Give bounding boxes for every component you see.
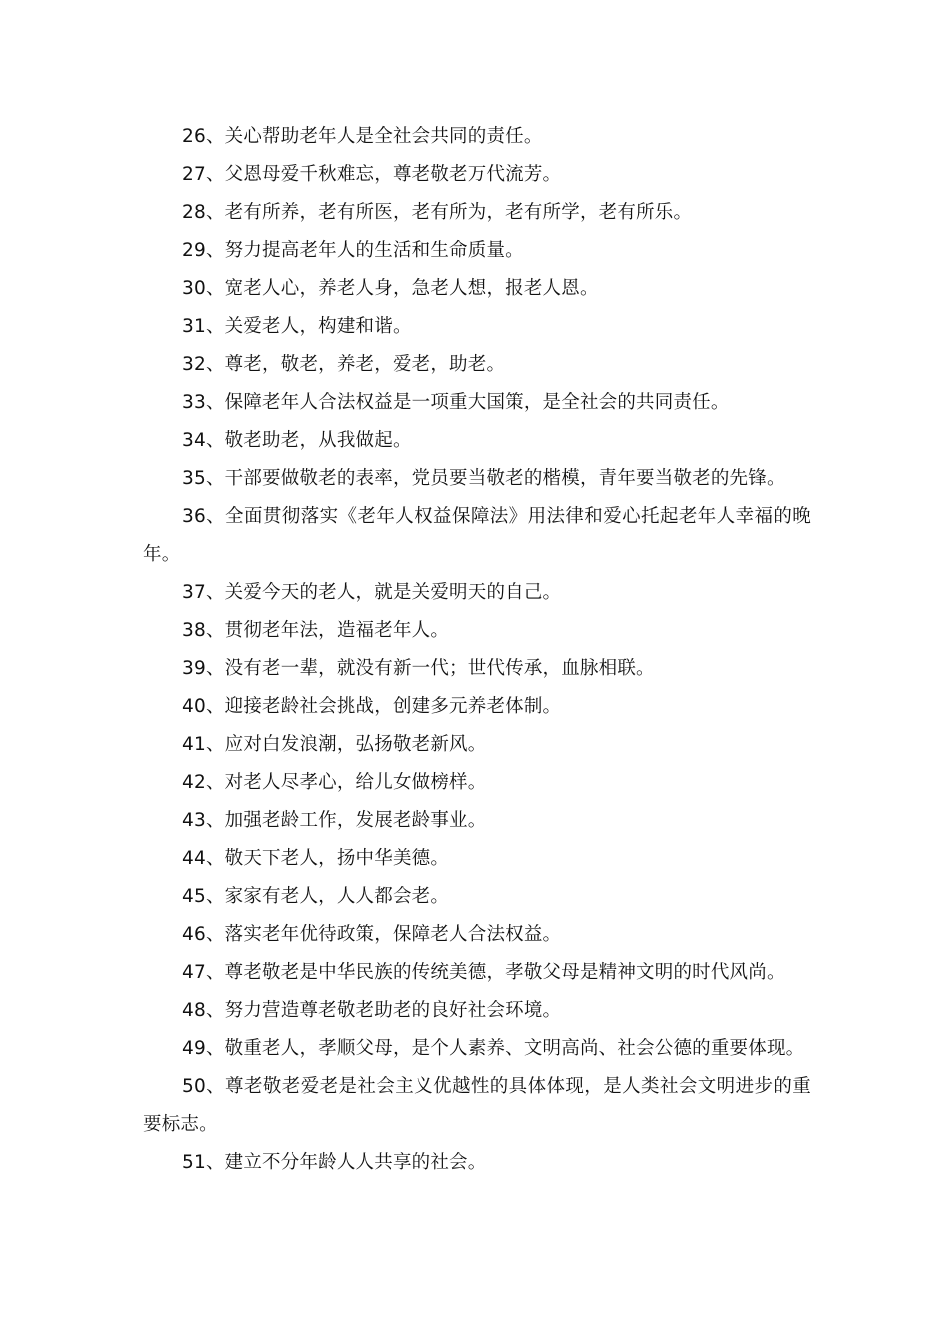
list-item: 45、家家有老人，人人都会老。 [182,886,450,907]
list-item: 48、努力营造尊老敬老助老的良好社会环境。 [182,1000,562,1021]
list-item: 44、敬天下老人，扬中华美德。 [182,848,450,869]
list-item: 26、关心帮助老年人是全社会共同的责任。 [182,126,543,147]
list-item: 38、贯彻老年法，造福老年人。 [182,620,450,641]
list-item: 37、关爱今天的老人，就是关爱明天的自己。 [182,582,562,603]
list-item: 34、敬老助老，从我做起。 [182,430,412,451]
list-item: 46、落实老年优待政策，保障老人合法权益。 [182,924,562,945]
list-item: 42、对老人尽孝心，给儿女做榜样。 [182,772,487,793]
list-item: 30、宽老人心，养老人身，急老人想，报老人恩。 [182,278,599,299]
list-item: 27、父恩母爱千秋难忘，尊老敬老万代流芳。 [182,164,562,185]
list-item: 32、尊老，敬老，养老，爱老，助老。 [182,354,506,375]
list-item: 40、迎接老龄社会挑战，创建多元养老体制。 [182,696,562,717]
list-item: 49、敬重老人，孝顺父母，是个人素养、文明高尚、社会公德的重要体现。 [182,1038,805,1059]
list-item: 36、全面贯彻落实《老年人权益保障法》用法律和爱心托起老年人幸福的晚年。 [143,506,811,565]
list-item: 47、尊老敬老是中华民族的传统美德，孝敬父母是精神文明的时代风尚。 [182,962,786,983]
list-item: 33、保障老年人合法权益是一项重大国策，是全社会的共同责任。 [182,392,730,413]
list-item: 28、老有所养，老有所医，老有所为，老有所学，老有所乐。 [182,202,693,223]
list-item: 51、建立不分年龄人人共享的社会。 [182,1152,487,1173]
list-item: 50、尊老敬老爱老是社会主义优越性的具体体现，是人类社会文明进步的重要标志。 [143,1076,811,1135]
list-item: 43、加强老龄工作，发展老龄事业。 [182,810,487,831]
slogan-list [143,118,811,1182]
list-item: 35、干部要做敬老的表率，党员要当敬老的楷模，青年要当敬老的先锋。 [182,468,786,489]
list-item: 41、应对白发浪潮，弘扬敬老新风。 [182,734,487,755]
list-item: 29、努力提高老年人的生活和生命质量。 [182,240,524,261]
list-item: 31、关爱老人，构建和谐。 [182,316,412,337]
list-item: 39、没有老一辈，就没有新一代；世代传承，血脉相联。 [182,658,655,679]
